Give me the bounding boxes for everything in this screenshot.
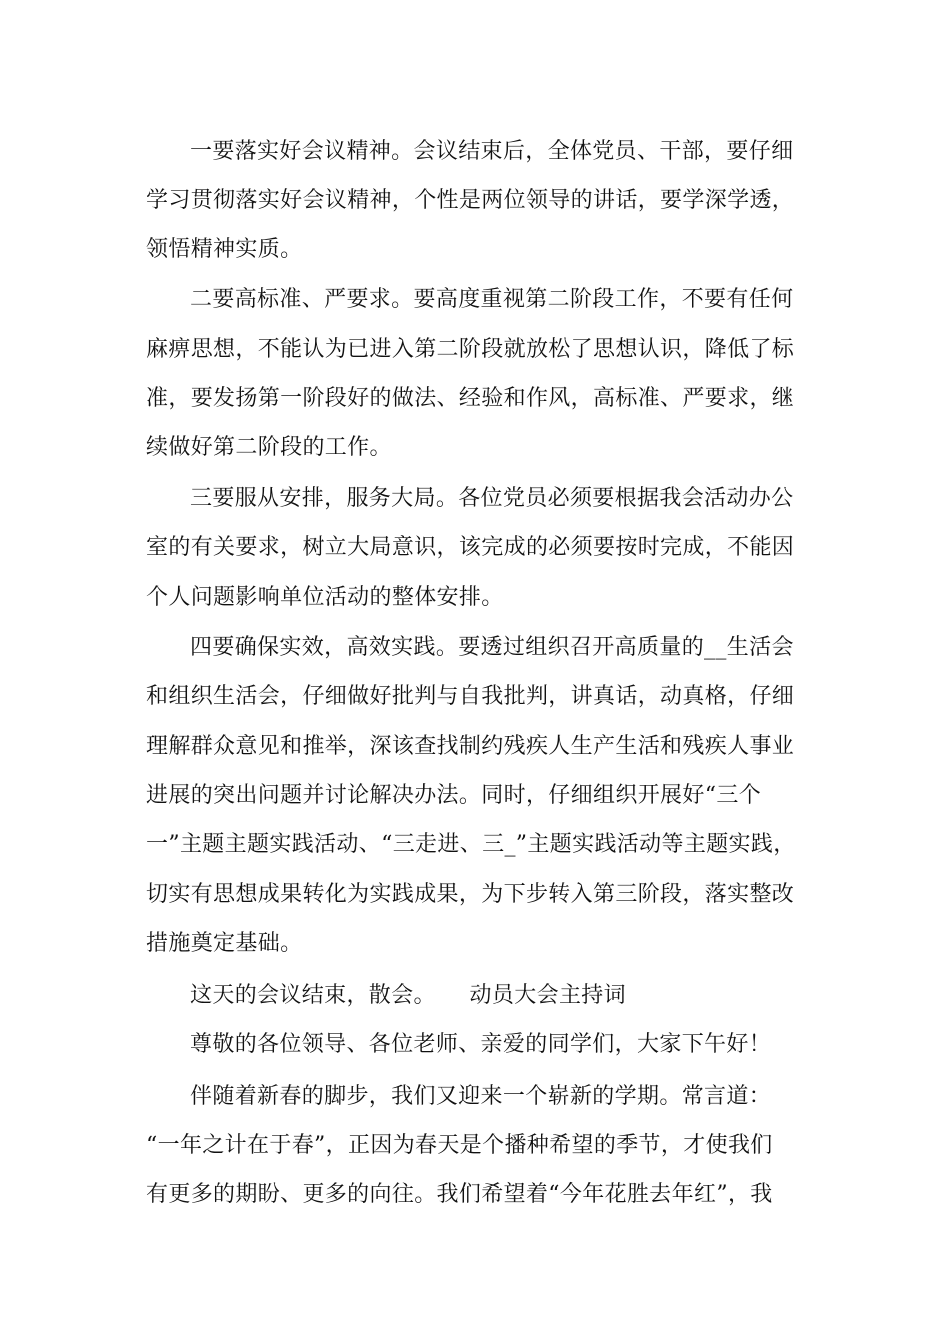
text-line: 三要服从安排，服务大局。各位党员必须要根据我会活动办公 xyxy=(190,486,794,511)
text-line: 麻痹思想，不能认为已进入第二阶段就放松了思想认识，降低了标 xyxy=(146,337,795,362)
text-line: 有更多的期盼、更多的向往。我们希望着“今年花胜去年红”，我 xyxy=(146,1182,773,1207)
text-line: 伴随着新春的脚步，我们又迎来一个崭新的学期。常言道： xyxy=(190,1084,772,1109)
text-line: 个人问题影响单位活动的整体安排。 xyxy=(146,585,504,610)
text-line: 准，要发扬第一阶段好的做法、经验和作风，高标准、严要求，继 xyxy=(146,386,795,411)
text-line: “一年之计在于春”，正因为春天是个播种希望的季节，才使我们 xyxy=(146,1133,773,1158)
text-line: 一”主题主题实践活动、“三走进、三_”主题实践活动等主题实践， xyxy=(146,832,796,857)
text-line: 室的有关要求，树立大局意识，该完成的必须要按时完成，不能因 xyxy=(146,535,795,560)
text-line: 四要确保实效，高效实践。要透过组织召开高质量的__生活会 xyxy=(190,635,794,660)
text-line: 续做好第二阶段的工作。 xyxy=(146,435,392,460)
text-line: 这天的会议结束，散会。 动员大会主持词 xyxy=(190,983,627,1008)
text-line: 二要高标准、严要求。要高度重视第二阶段工作，不要有任何 xyxy=(190,287,794,312)
text-line: 理解群众意见和推举，深该查找制约残疾人生产生活和残疾人事业 xyxy=(146,734,795,759)
text-line: 进展的突出问题并讨论解决办法。同时，仔细组织开展好“三个 xyxy=(146,783,762,808)
text-line: 一要落实好会议精神。会议结束后，全体党员、干部，要仔细 xyxy=(190,139,794,164)
text-line: 领悟精神实质。 xyxy=(146,237,303,262)
text-line: 措施奠定基础。 xyxy=(146,931,303,956)
text-line: 切实有思想成果转化为实践成果，为下步转入第三阶段，落实整改 xyxy=(146,882,795,907)
text-line: 尊敬的各位领导、各位老师、亲爱的同学们，大家下午好！ xyxy=(190,1032,772,1057)
text-line: 和组织生活会，仔细做好批判与自我批判，讲真话，动真格，仔细 xyxy=(146,684,795,709)
text-line: 学习贯彻落实好会议精神，个性是两位领导的讲话，要学深学透， xyxy=(146,188,795,213)
